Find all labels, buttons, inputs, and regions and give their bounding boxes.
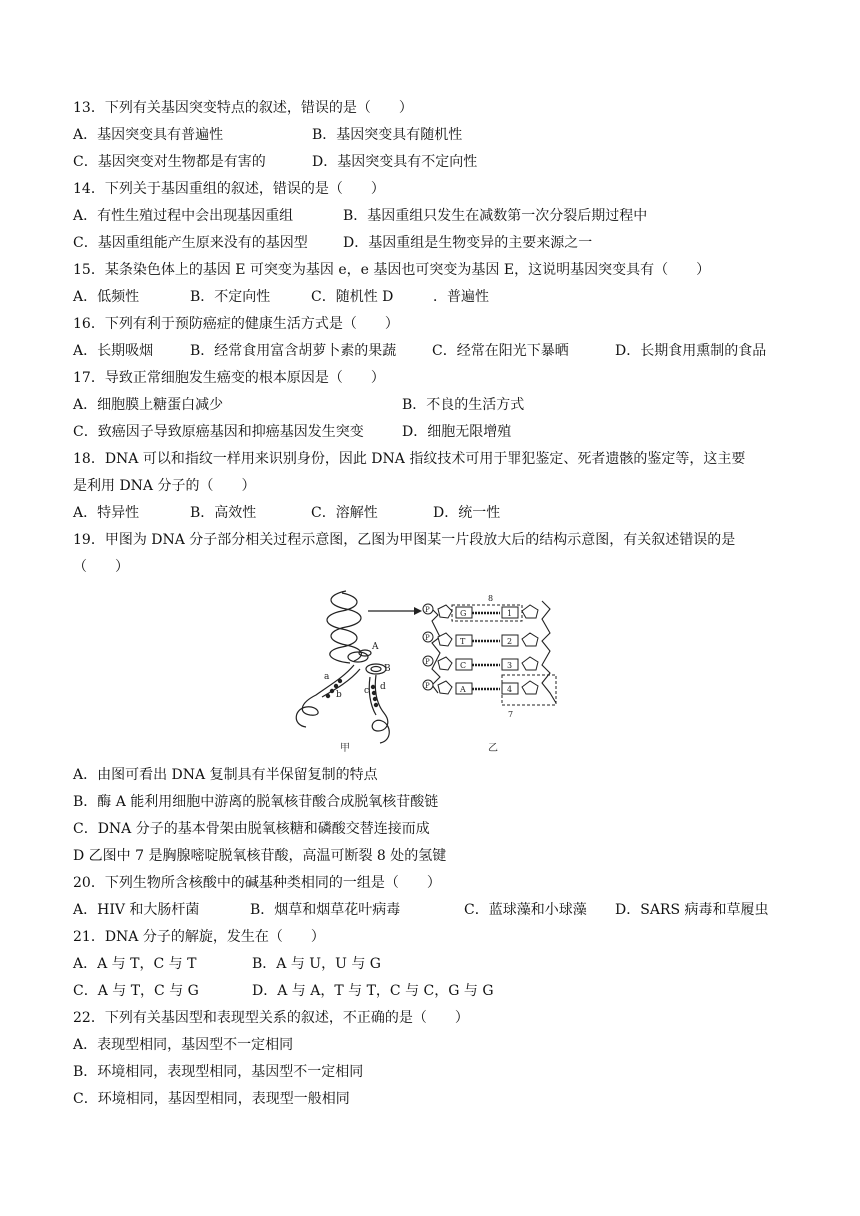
q14-option-d: D．基因重组是生物变异的主要来源之一 bbox=[343, 235, 593, 251]
q18-option-a: A．特异性 bbox=[73, 505, 140, 521]
q20-option-b: B．烟草和烟草花叶病毒 bbox=[250, 902, 401, 918]
arrow-jia-to-yi bbox=[368, 607, 422, 615]
q18-option-c: C．溶解性 bbox=[311, 505, 378, 521]
jia-diagram bbox=[296, 591, 389, 743]
q14-option-c: C．基因重组能产生原来没有的基因型 bbox=[73, 235, 308, 251]
q19-option-b: B．酶 A 能利用细胞中游离的脱氧核苷酸合成脱氧核苷酸链 bbox=[73, 794, 439, 810]
q16-option-b: B．经常食用富含胡萝卜素的果蔬 bbox=[190, 343, 397, 359]
q14-option-b: B．基因重组只发生在减数第一次分裂后期过程中 bbox=[343, 208, 648, 224]
q20-option-d: D．SARS 病毒和草履虫 bbox=[615, 902, 769, 918]
yi-base-pairs bbox=[423, 604, 538, 694]
base-letter: C bbox=[460, 661, 467, 670]
base-letter: T bbox=[460, 637, 466, 646]
base-number: 4 bbox=[507, 685, 513, 694]
base-letter: A bbox=[460, 685, 466, 694]
sugar-left bbox=[438, 657, 452, 670]
q15-option-b: B．不定向性 bbox=[190, 289, 271, 305]
q15-option-d: ．普遍性 bbox=[433, 289, 489, 305]
enzyme-a-shape bbox=[348, 652, 368, 662]
q17-option-d: D．细胞无限增殖 bbox=[402, 424, 512, 440]
q21-option-b: B．A 与 U，U 与 G bbox=[252, 956, 381, 972]
q19-stem: 19．甲图为 DNA 分子部分相关过程示意图，乙图为甲图某一片段放大后的结构示意图，有关叙述错误的是 bbox=[73, 532, 736, 548]
q22-option-b: B．环境相同，表现型相同，基因型不一定相同 bbox=[73, 1064, 364, 1080]
label-7: 7 bbox=[508, 710, 514, 719]
phosphate-label: P bbox=[425, 658, 430, 666]
q19-option-c: C．DNA 分子的基本骨架由脱氧核糖和磷酸交替连接而成 bbox=[73, 821, 430, 837]
base-letter: G bbox=[460, 609, 467, 618]
q19-option-a: A．由图可看出 DNA 复制具有半保留复制的特点 bbox=[73, 767, 378, 783]
phosphate-label: P bbox=[425, 634, 430, 642]
q22-option-a: A．表现型相同，基因型不一定相同 bbox=[73, 1037, 294, 1053]
label-8: 8 bbox=[488, 594, 494, 603]
q13-stem: 13．下列有关基因突变特点的叙述，错误的是（ ） bbox=[73, 100, 413, 116]
q16-option-a: A．长期吸烟 bbox=[73, 343, 154, 359]
q15-stem: 15．某条染色体上的基因 E 可突变为基因 e，e 基因也可突变为基因 E，这说明基因突变具有（ ） bbox=[73, 262, 711, 278]
q18-option-b: B．高效性 bbox=[190, 505, 257, 521]
sugar-left bbox=[438, 633, 452, 646]
base-number: 1 bbox=[507, 609, 513, 618]
sugar-left bbox=[438, 605, 452, 618]
q16-option-d: D．长期食用熏制的食品 bbox=[615, 343, 767, 359]
q18-stem: 18．DNA 可以和指纹一样用来识别身份，因此 DNA 指纹技术可用于罪犯鉴定、死者遗骸的鉴定等，这主要 bbox=[73, 451, 746, 467]
q16-stem: 16．下列有利于预防癌症的健康生活方式是（ ） bbox=[73, 316, 399, 332]
sugar-right bbox=[522, 681, 538, 694]
q21-option-d: D．A 与 A，T 与 T，C 与 C，G 与 G bbox=[252, 983, 494, 999]
enzyme-b-shape bbox=[366, 664, 386, 674]
dna-figure-svg bbox=[280, 585, 600, 757]
q17-option-c: C．致癌因子导致原癌基因和抑癌基因发生突变 bbox=[73, 424, 364, 440]
phosphate-label: P bbox=[425, 682, 430, 690]
label-c: c bbox=[364, 686, 370, 696]
q13-option-b: B．基因突变具有随机性 bbox=[312, 127, 463, 143]
q15-option-a: A．低频性 bbox=[73, 289, 140, 305]
q20-option-a: A．HIV 和大肠杆菌 bbox=[73, 902, 200, 918]
q19-option-d: D 乙图中 7 是胸腺嘧啶脱氧核苷酸，高温可断裂 8 处的氢键 bbox=[73, 848, 447, 864]
q15-option-c: C．随机性 D bbox=[311, 289, 394, 305]
q17-option-a: A．细胞膜上糖蛋白减少 bbox=[73, 397, 224, 413]
q14-stem: 14．下列关于基因重组的叙述，错误的是（ ） bbox=[73, 181, 385, 197]
q19-stem-continued: （ ） bbox=[73, 559, 129, 575]
dna-figure bbox=[280, 585, 600, 757]
jia-caption: 甲 bbox=[340, 743, 350, 754]
q17-stem: 17．导致正常细胞发生癌变的根本原因是（ ） bbox=[73, 370, 385, 386]
label-d: d bbox=[380, 682, 386, 692]
phosphate-label: P bbox=[425, 606, 430, 614]
sugar-left bbox=[438, 681, 452, 694]
q18-stem-continued: 是利用 DNA 分子的（ ） bbox=[73, 478, 256, 494]
label-enzyme-b: B bbox=[384, 664, 391, 674]
sugar-right bbox=[522, 633, 538, 646]
label-enzyme-a: A bbox=[372, 642, 379, 652]
base-number: 2 bbox=[507, 637, 513, 646]
q13-option-d: D．基因突变具有不定向性 bbox=[312, 154, 478, 170]
q16-option-c: C．经常在阳光下暴晒 bbox=[432, 343, 569, 359]
sugar-right bbox=[522, 605, 538, 618]
sugar-right bbox=[522, 657, 538, 670]
q21-option-c: C．A 与 T，C 与 G bbox=[73, 983, 199, 999]
yi-caption: 乙 bbox=[488, 743, 498, 754]
q14-option-a: A．有性生殖过程中会出现基因重组 bbox=[73, 208, 294, 224]
q18-option-d: D．统一性 bbox=[433, 505, 501, 521]
q17-option-b: B．不良的生活方式 bbox=[402, 397, 525, 413]
q21-option-a: A．A 与 T，C 与 T bbox=[73, 956, 197, 972]
q22-option-c: C．环境相同，基因型相同，表现型一般相同 bbox=[73, 1091, 350, 1107]
label-a: a bbox=[324, 672, 330, 682]
q21-stem: 21．DNA 分子的解旋，发生在（ ） bbox=[73, 929, 325, 945]
q20-stem: 20．下列生物所含核酸中的碱基种类相同的一组是（ ） bbox=[73, 875, 441, 891]
base-number: 3 bbox=[507, 661, 513, 670]
q22-stem: 22．下列有关基因型和表现型关系的叙述，不正确的是（ ） bbox=[73, 1010, 469, 1026]
q20-option-c: C．蓝球藻和小球藻 bbox=[464, 902, 587, 918]
label-b: b bbox=[336, 690, 342, 700]
q13-option-c: C．基因突变对生物都是有害的 bbox=[73, 154, 266, 170]
q13-option-a: A．基因突变具有普遍性 bbox=[73, 127, 224, 143]
